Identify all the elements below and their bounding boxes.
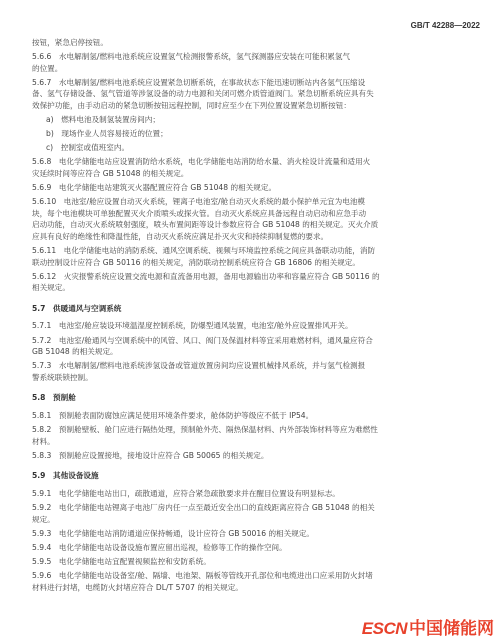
text-line: c) 控制室或值班室内。 [46, 143, 130, 153]
clause-line: 5.8.2 预制舱壁板、舱门应进行隔热处理，预制舱外壳、隔热保温材料、内外部装饰材料等应为难燃性 [32, 425, 378, 435]
text-line: 按钮，紧急启停按钮。 [32, 38, 108, 47]
standard-code: GB/T 42288—2022 [410, 21, 480, 30]
document-body [32, 37, 478, 593]
text-line: 警系统联锁控制。 [32, 372, 93, 382]
clause-line: 5.6.12 火灾报警系统应设置交流电源和直流备用电源，备用电源输出功率和容量应符合 GB 50116 的 [32, 271, 380, 281]
text-line: 灾延续时间等应符合 GB 51048 的相关规定。 [32, 168, 189, 178]
text-line: 相关规定。 [32, 283, 70, 293]
clause-line: 5.9.3 电化学储能电站消防通道应保持畅通，设计应符合 GB 50016 的相关规定。 [32, 528, 315, 538]
clause-line: 5.8.1 预制舱表面防腐蚀应满足使用环境条件要求，舱体防护等级应不低于 IP54。 [32, 411, 314, 421]
clause-line: 5.9.4 电化学储能电站设备设施布置应留出巡视，检修等工作的操作空间。 [32, 542, 287, 552]
clause-line: 5.9.6 电化学储能电站设备室/舱、隔墙、电池架、隔板等管线开孔部位和电缆进出口应采用防火封堵 [32, 571, 373, 581]
section-heading: 5.7 供暖通风与空调系统 [32, 303, 122, 313]
clause-line: 5.6.9 电化学储能电站建筑灭火器配置应符合 GB 51048 的相关规定。 [32, 183, 277, 193]
text-line: GB 51048 的相关规定。 [32, 347, 118, 357]
clause-line: 5.7.2 电池室/舱通风与空调系统中的风管、风口、阀门及保温材料等宜采用难燃材料，通风量应符合 [32, 335, 373, 345]
text-line: 材料进行封堵，电缆防火封堵应符合 DL/T 5707 的相关规定。 [32, 582, 243, 592]
clause-line: 5.7.1 电池室/舱应装设环境温湿度控制系统，防爆型通风装置，电池室/舱外应设置排风开关。 [32, 321, 353, 331]
clause-line: 5.9.1 电化学储能电站出口，疏散通道，应符合紧急疏散要求并在醒目位置设有明显标志。 [32, 489, 340, 498]
clause-line: 5.8.3 预制舱应设置接地，接地设计应符合 GB 50065 的相关规定。 [32, 450, 269, 460]
text-line: 的位置。 [32, 63, 63, 73]
text-line: 效保护功能，由手动启动的紧急切断按钮远程控制，同时应至少在下列位置设置紧急切断按钮： [32, 100, 351, 110]
section-heading: 5.9 其他设备设施 [32, 471, 99, 481]
clause-line: 5.6.6 水电解制氢/燃料电池系统应设置氢气检测报警系统，氢气探测器应安装在可能积累氢气 [32, 52, 351, 62]
clause-line: 5.6.10 电池室/舱应设置自动灭火系统，锂离子电池室/舱自动灭火系统的最小保护单元宜为电池模 [32, 197, 366, 207]
text-line: 应具有良好的绝缘性和降温性能，自动灭火系统应满足扑灭火灾和持续抑制复燃的要求。 [32, 231, 329, 241]
watermark-latin: ESCN [361, 619, 407, 638]
clause-line: 5.7.3 水电解制氢/燃料电池系统涉氢设备或管道放置房间均应设置机械排风系统，并与氢气检测报 [32, 361, 366, 371]
watermark-chinese: 中国储能网 [409, 619, 494, 638]
section-heading: 5.8 预制舱 [32, 393, 76, 403]
clause-line: 5.9.5 电化学储能电站宜配置视频监控和安防系统。 [32, 556, 211, 566]
text-line: a) 燃料电池及制氢装置房间内； [46, 115, 160, 125]
clause-line: 5.9.2 电化学储能电站锂离子电池厂房内任一点至最近安全出口的直线距离应符合 GB 51048 的相关 [32, 503, 375, 513]
escn-watermark-logo [362, 619, 494, 639]
text-line: 备、氢气存储设备、氢气管道等涉氢设备的动力电源和关闭可燃介质管道阀门。紧急切断系统应具有失 [32, 89, 374, 99]
clause-line: 5.6.7 水电解制氢/燃料电池系统应设置紧急切断系统，在事故状态下能迅速切断站内各氢气压缩设 [32, 77, 366, 87]
text-line: 规定。 [32, 514, 55, 524]
text-line: 联动控制设计应符合 GB 50116 的相关规定，消防联动控制系统应符合 GB 16806 的相关规定。 [32, 257, 360, 267]
text-line: b) 现场作业人员容易接近的位置； [46, 129, 168, 139]
text-line: 启动功能，自动灭火系统喷射强度，喷头布置间距等设计参数应符合 GB 51048 的相关规定。灭火介质 [32, 220, 379, 230]
clause-line: 5.6.8 电化学储能电站应设置消防给水系统，电化学储能电站消防给水量、消火栓设计流量和适用火 [32, 157, 371, 167]
text-line: 材料。 [32, 436, 55, 446]
clause-line: 5.6.11 电化学储能电站的消防系统、通风空调系统、视频与环境监控系统之间应具备联动功能，消防 [32, 246, 376, 255]
text-line: 块，每个电池模块可单独配置灭火介质喷头或探火管。自动灭火系统应具备远程自动启动和应急手动 [32, 208, 367, 218]
